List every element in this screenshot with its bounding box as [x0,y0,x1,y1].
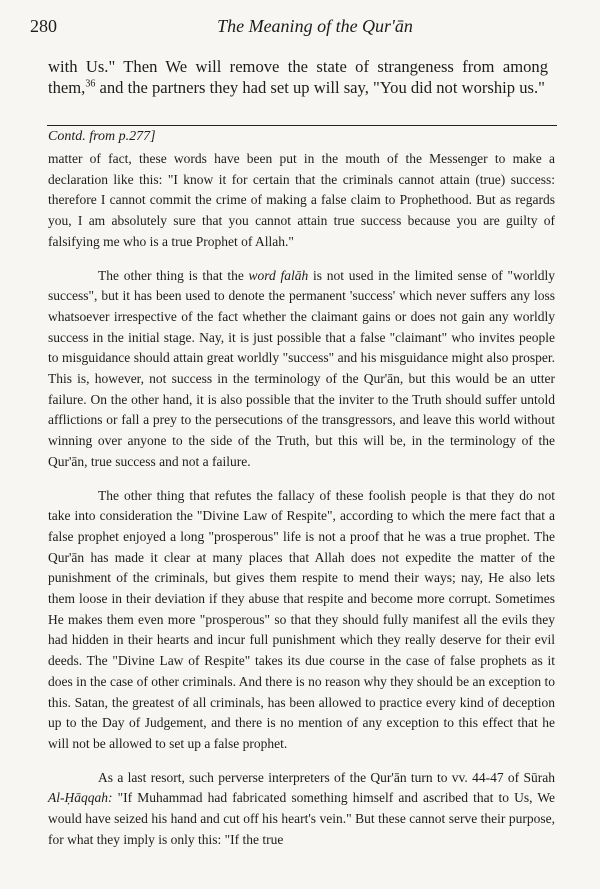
note-paragraph-3: The other thing that refutes the fallacy of these foolish people is that they do not take into consideration the "Divine Law of Respite", according to which the mere fact that a false prophet enjoyed a long "prosperous" life is not a proof that he was a true prophet. The Qur'ān has made it clear at many places that Allah does not expedite the matter of the punishment of the criminals, but gives them respite to mend their ways; nay, He also lets them loose in their deviation if they abuse that respite and become more corrupt. Sometimes He makes them even more "prosperous" so that they should fully manifest all the evils they had hidden in their hearts and incur full punishment which they really deserve for their evil deeds. The "Divine Law of Respite" takes its due course in the case of false prophets as it does in the case of other criminals. And there is no reason why they should be an exception to this. Satan, the greatest of all criminals, has been allowed to practice every kind of deception up to the Day of Judgement, and there is no mention of any exception to this effect that he will not be allowed to set up a false prophet. [48,487,555,751]
page-number: 280 [30,16,57,36]
main-text-part-2: and the partners they had set up will say, "You did not worship us." [95,78,545,97]
note-paragraph-4-start: As a last resort, such perverse interpreters of the Qur'ān turn to vv. 44-47 of Sūrah [98,769,555,785]
note-paragraph-1: matter of fact, these words have been put in the mouth of the Messenger to make a declaration like this: "I know it for certain that the criminals cannot attain (true) success: therefore I cannot commit the crime of making a false claim to Prophethood. But as regards you, I am absolutely sure that you cannot attain true success because you are guilty of falsifying me who is a true Prophet of Allah." [48,151,555,249]
note-paragraph-2 [48,266,555,473]
footnote-reference: 36 [85,78,96,90]
note-paragraph-4-rest: "If Muhammad had fabricated something himself and ascribed that to Us, We would have seized his hand and cut off his heart's vein." But these cannot serve their purpose, for what they imply is only this: "If the true [48,790,555,847]
commentary-notes [48,149,555,851]
running-title: The Meaning of the Qur'ān [217,16,413,36]
note-paragraph-2-rest: is not used in the limited sense of "worldly success", but it has been used to denote the permanent 'success' which never suffers any loss whatsoever irrespective of the fact whether the claimant gains or does not gain any worldly success in the initial stage. Nay, it is just possible that a false "claimant" who invites people to misguidance should attain great worldly "success" and his misguidance might also prosper. This is, however, not success in the terminology of the Qur'ān, but this would be an utter failure. On the other hand, it is also possible that the inviter to the Truth should suffer untold afflictions or fall a prey to the persecutions of the transgressors, and leave this world without winning over anyone to the side of the Truth, but this will be, in the terminology of the Qur'ān, true success and not a failure. [48,267,556,469]
italic-term-al-haqqah: Al-Ḥāqqah: [48,790,113,806]
note-paragraph-2-start: The other thing is that the [98,267,249,283]
main-translation-text [48,56,548,98]
continuation-label: Contd. from p.277] [48,129,156,144]
italic-term-falah: word falāh [248,267,309,283]
note-paragraph-4 [48,768,555,851]
main-text-part-1: with Us." Then We will remove the state of strangeness from among them, [48,57,548,97]
footnote-divider [47,125,557,126]
page-header [30,16,570,40]
